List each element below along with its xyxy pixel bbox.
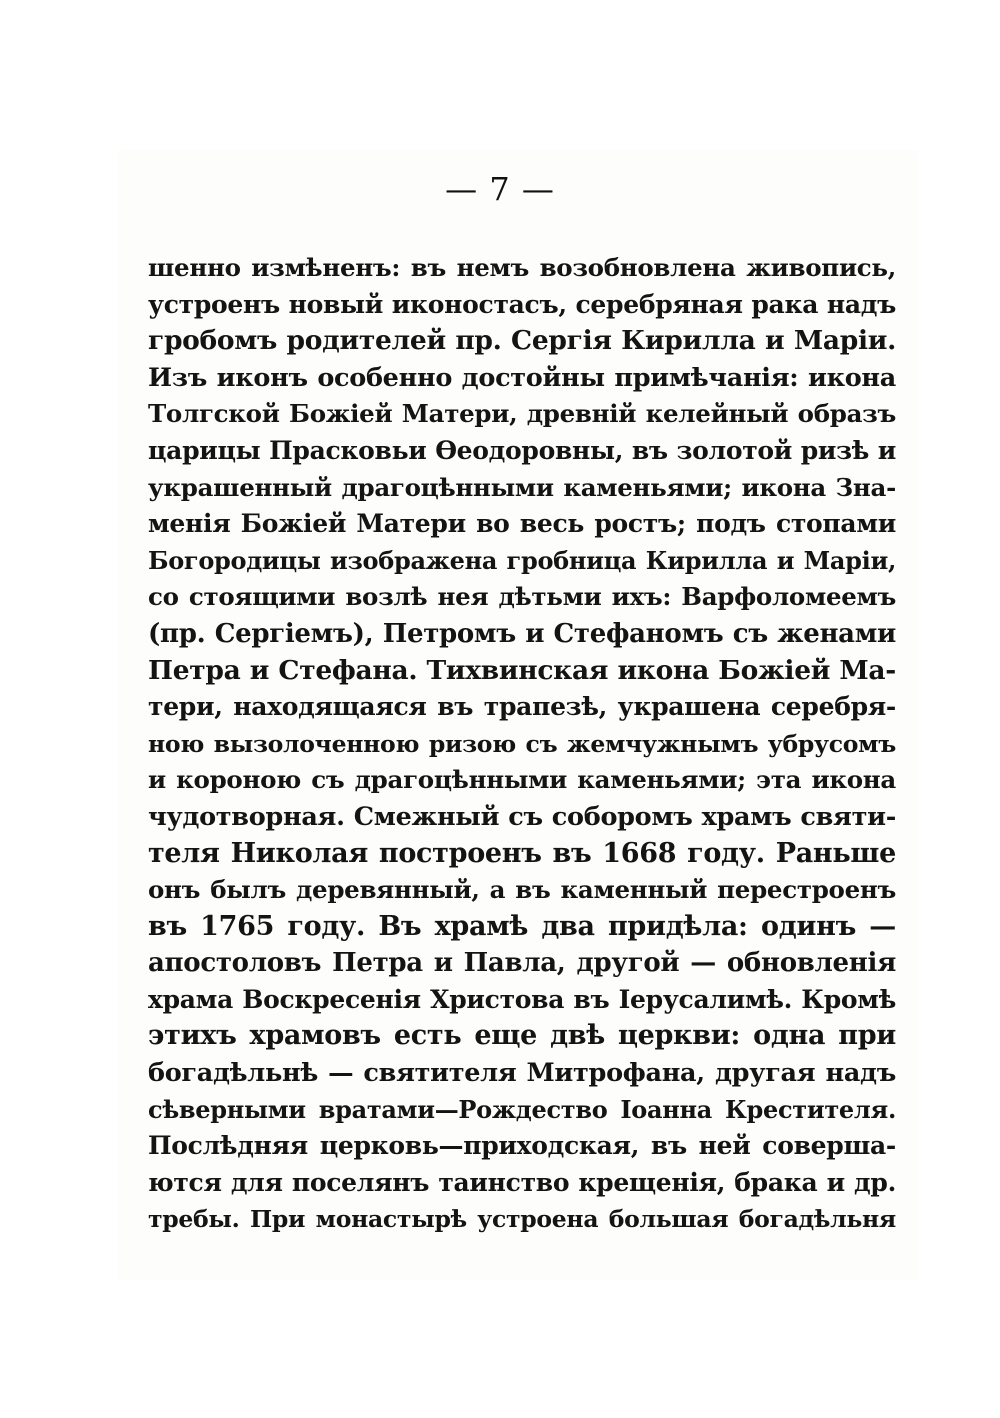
text-line: этихъ храмовъ есть еще двѣ церкви: одна при: [148, 1020, 896, 1052]
text-line: Петра и Стефана. Тихвинская икона Божіей Ма-: [148, 654, 896, 686]
text-line: ною вызолоченною ризою съ жемчужнымъ убрусомъ: [148, 729, 896, 758]
text-line: царицы Прасковьи Ѳеодоровны, въ золотой ризѣ и: [148, 435, 896, 465]
text-line: сѣверными вратами—Рождество Іоанна Крестителя.: [148, 1094, 896, 1124]
text-line: ются для поселянъ таинство крещенія, брака и др.: [148, 1167, 896, 1197]
text-line: богадѣльнѣ — святителя Митрофана, другая надъ: [148, 1058, 896, 1089]
text-line: гробомъ родителей пр. Сергія Кирилла и Маріи.: [148, 325, 896, 357]
text-line: Послѣдняя церковь—приходская, въ ней соверша-: [148, 1131, 896, 1161]
text-line: въ 1765 году. Въ храмѣ два придѣла: одинъ —: [148, 910, 896, 942]
text-line: украшенный драгоцѣнными каменьями; икона Зна-: [148, 472, 896, 502]
text-line: Изъ иконъ особенно достойны примѣчанія: икона: [148, 362, 896, 393]
text-line: устроенъ новый иконостасъ, серебряная рака надъ: [148, 289, 896, 319]
text-line: тери, находящаяся въ трапезѣ, украшена серебря-: [148, 692, 896, 722]
page-number: — 7 —: [445, 170, 555, 208]
text-line: (пр. Сергіемъ), Петромъ и Стефаномъ съ женами: [148, 618, 896, 649]
text-line: и короною съ драгоцѣнными каменьями; эта икона: [148, 765, 896, 795]
text-line: Толгской Божіей Матери, древній келейный образъ: [148, 399, 896, 429]
text-line: менія Божіей Матери во весь ростъ; подъ стопами: [148, 509, 896, 539]
text-line: онъ былъ деревянный, а въ каменный перестроенъ: [148, 875, 896, 905]
text-line: требы. При монастырѣ устроена большая богадѣльня: [148, 1205, 896, 1234]
text-line: теля Николая построенъ въ 1668 году. Раньше: [148, 837, 896, 869]
text-line: чудотворная. Смежный съ соборомъ храмъ святи-: [148, 801, 896, 832]
text-line: со стоящими возлѣ нея дѣтьми ихъ: Варфоломеемъ: [148, 582, 896, 612]
text-line: шенно измѣненъ: въ немъ возобновлена живопись,: [148, 253, 896, 282]
text-line: Богородицы изображена гробница Кирилла и Маріи,: [148, 545, 896, 575]
body-text: [148, 250, 896, 1238]
text-line: апостоловъ Петра и Павла, другой — обновленія: [148, 948, 896, 979]
text-line: храма Воскресенія Христова въ Іерусалимѣ. Кромѣ: [148, 984, 896, 1014]
